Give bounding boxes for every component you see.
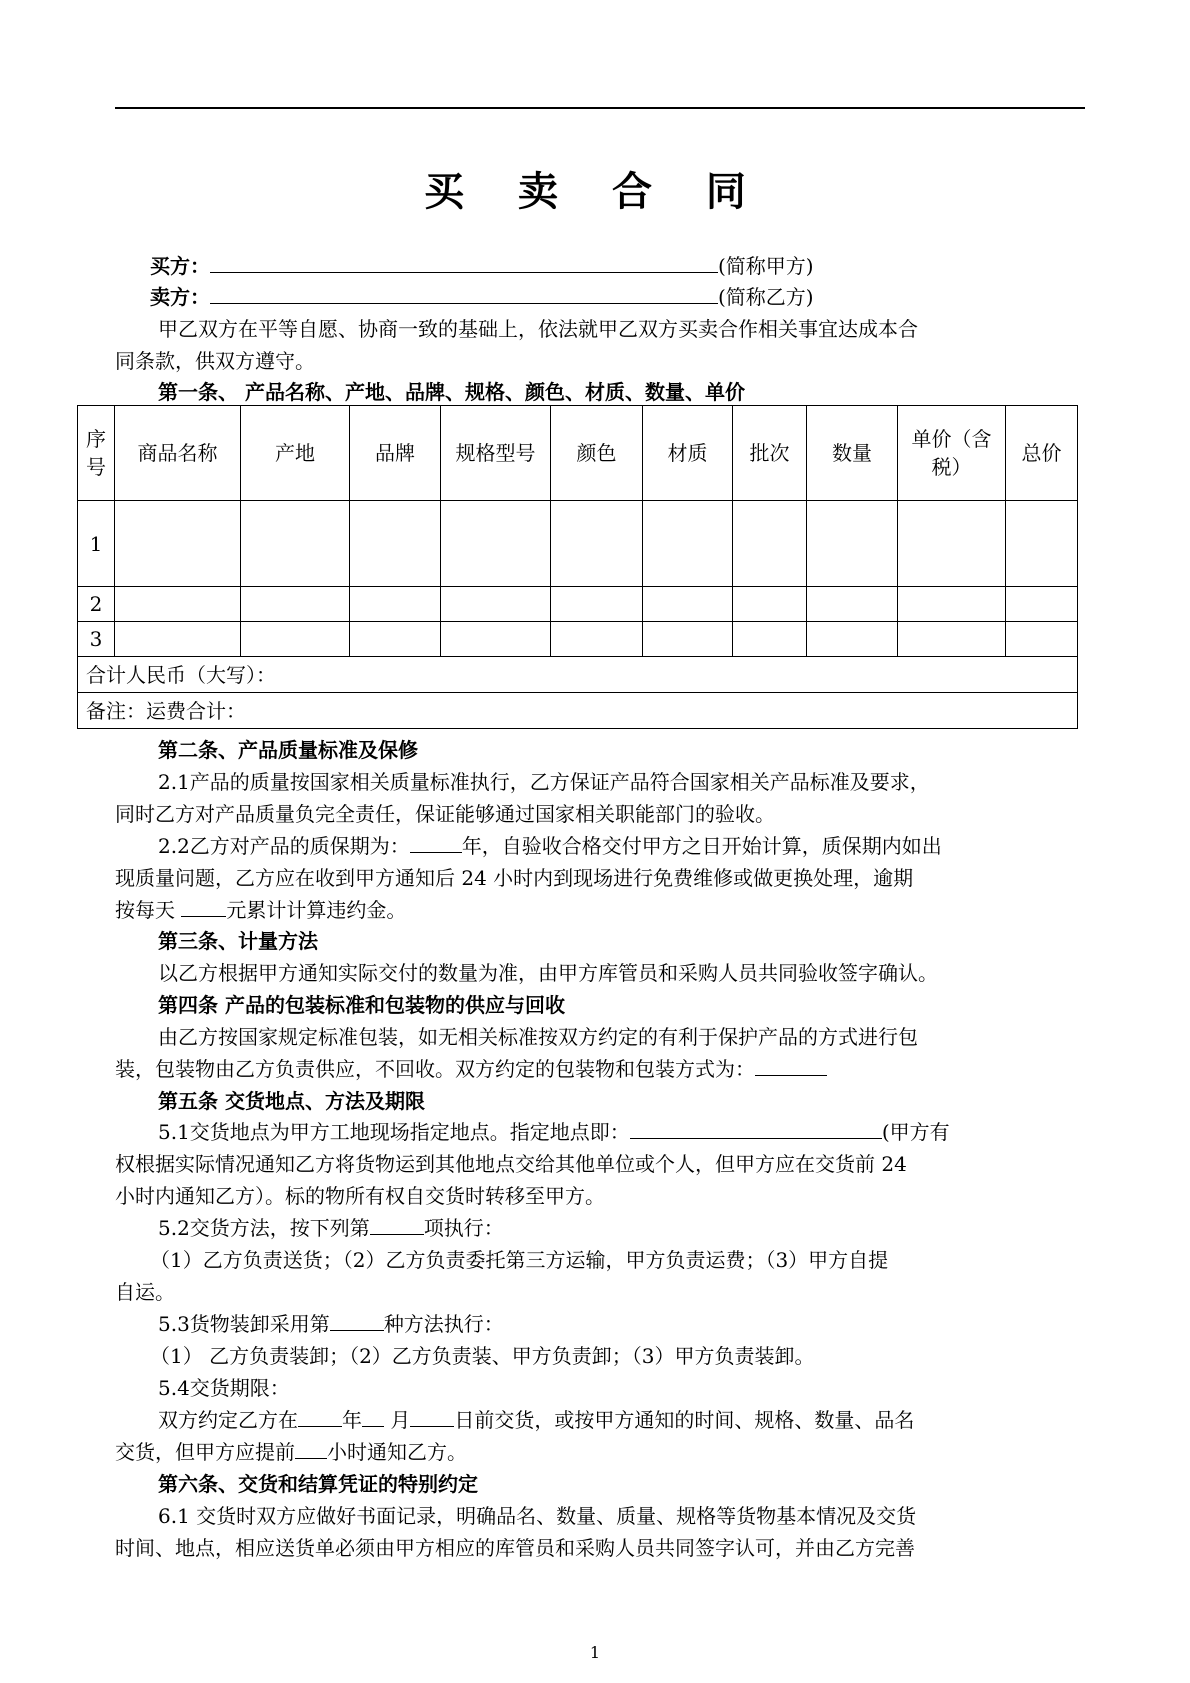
article5-p52-options-line2: 自运。 (115, 1280, 175, 1304)
delivery-method-label: 5.2交货方法，按下列第 (158, 1216, 370, 1240)
table-cell[interactable] (898, 501, 1006, 587)
table-cell[interactable] (898, 587, 1006, 622)
delivery-place-label: 5.1交货地点为甲方工地现场指定地点。指定地点即： (158, 1120, 630, 1144)
notice-hours-blank[interactable] (295, 1436, 327, 1459)
deadline-month-blank[interactable] (362, 1404, 384, 1427)
row-number: 3 (78, 622, 115, 657)
article3-heading: 第三条、计量方法 (158, 929, 318, 953)
article4-heading: 第四条 产品的包装标准和包装物的供应与回收 (158, 993, 565, 1017)
article5-p51-line1 (158, 1116, 950, 1148)
seller-name-blank[interactable] (210, 281, 718, 304)
article5-heading: 第五条 交货地点、方法及期限 (158, 1089, 425, 1113)
penalty-label: 按每天 (115, 898, 182, 922)
article5-p54-line1 (158, 1404, 914, 1436)
document-title: 买 卖 合 同 (424, 169, 766, 215)
article2-p2-line2: 现质量问题，乙方应在收到甲方通知后 24 小时内到现场进行免费维修或做更换处理，逾期 (115, 866, 914, 890)
penalty-text: 元累计计算违约金。 (226, 898, 407, 922)
article4-line1: 由乙方按国家规定标准包装，如无相关标准按双方约定的有利于保护产品的方式进行包 (158, 1025, 918, 1049)
year-unit: 年 (342, 1408, 362, 1432)
seller-line (150, 281, 814, 313)
notice-label: 交货，但甲方应提前 (115, 1440, 295, 1464)
table-cell[interactable] (551, 501, 643, 587)
article2-p1-line2: 同时乙方对产品质量负完全责任，保证能够通过国家相关职能部门的验收。 (115, 802, 775, 826)
deadline-text: 日前交货，或按甲方通知的时间、规格、数量、品名 (454, 1408, 915, 1432)
penalty-amount-blank[interactable] (181, 894, 226, 917)
table-cell[interactable] (115, 622, 241, 657)
note-row (78, 693, 1078, 729)
article5-p54-line2 (115, 1436, 467, 1468)
article2-p2-line1 (158, 830, 942, 862)
table-cell[interactable] (643, 501, 733, 587)
article5-p53-options: （1） 乙方负责装卸；（2）乙方负责装、甲方负责卸；（3）甲方负责装卸。 (150, 1344, 815, 1368)
header-cell: 单价（含税） (898, 406, 1006, 501)
note-freight-cell[interactable]: 备注：运费合计： (78, 693, 1078, 729)
table-cell[interactable] (551, 587, 643, 622)
table-cell[interactable] (551, 622, 643, 657)
table-cell[interactable] (807, 622, 898, 657)
table-cell[interactable] (350, 622, 441, 657)
table-cell[interactable] (643, 622, 733, 657)
header-cell: 序号 (78, 406, 115, 501)
total-rmb-cell[interactable]: 合计人民币（大写）： (78, 657, 1078, 693)
table-cell[interactable] (1006, 587, 1078, 622)
warranty-text: 年，自验收合格交付甲方之日开始计算，质保期内如出 (461, 834, 942, 858)
header-cell: 材质 (643, 406, 733, 501)
deadline-year-blank[interactable] (298, 1404, 342, 1427)
table-cell[interactable] (643, 587, 733, 622)
row-number: 2 (78, 587, 115, 622)
table-cell[interactable] (1006, 501, 1078, 587)
header-cell: 数量 (807, 406, 898, 501)
table-cell[interactable] (807, 587, 898, 622)
loading-method-blank[interactable] (330, 1308, 384, 1331)
packaging-text: 装，包装物由乙方负责供应，不回收。双方约定的包装物和包装方式为： (115, 1057, 755, 1081)
notice-text: 小时通知乙方。 (327, 1440, 467, 1464)
page-number: 1 (589, 1643, 601, 1662)
article3-p1: 以乙方根据甲方通知实际交付的数量为准，由甲方库管员和采购人员共同验收签字确认。 (158, 961, 938, 985)
article2-p2-line3 (115, 894, 406, 926)
article5-p52 (158, 1212, 504, 1244)
table-row (78, 587, 1078, 622)
row-number: 1 (78, 501, 115, 587)
deadline-day-blank[interactable] (410, 1404, 454, 1427)
header-rule (115, 107, 1085, 109)
table-cell[interactable] (350, 501, 441, 587)
article5-p53 (158, 1308, 504, 1340)
intro-line-1: 甲乙双方在平等自愿、协商一致的基础上，依法就甲乙双方买卖合作相关事宜达成本合 (158, 317, 918, 341)
header-cell: 规格型号 (441, 406, 551, 501)
buyer-note: (简称甲方) (718, 254, 814, 278)
table-cell[interactable] (733, 501, 807, 587)
delivery-place-blank[interactable] (630, 1116, 882, 1139)
article5-p51-line3: 小时内通知乙方）。标的物所有权自交货时转移至甲方。 (115, 1184, 605, 1208)
article6-heading: 第六条、交货和结算凭证的特别约定 (158, 1472, 478, 1496)
delivery-place-note: (甲方有 (881, 1120, 950, 1144)
warranty-label: 2.2乙方对产品的质保期为： (158, 834, 410, 858)
header-cell: 产地 (241, 406, 350, 501)
table-cell[interactable] (241, 622, 350, 657)
warranty-years-blank[interactable] (410, 830, 462, 853)
table-cell[interactable] (350, 587, 441, 622)
table-cell[interactable] (115, 501, 241, 587)
delivery-method-text: 项执行： (423, 1216, 504, 1240)
header-cell: 商品名称 (115, 406, 241, 501)
table-row (78, 622, 1078, 657)
article1-heading: 第一条、 产品名称、产地、品牌、规格、颜色、材质、数量、单价 (158, 380, 745, 404)
loading-method-text: 种方法执行： (383, 1312, 504, 1336)
buyer-name-blank[interactable] (210, 250, 718, 273)
header-cell: 品牌 (350, 406, 441, 501)
header-cell: 批次 (733, 406, 807, 501)
table-cell[interactable] (241, 587, 350, 622)
buyer-label: 买方： (150, 254, 210, 278)
table-cell[interactable] (807, 501, 898, 587)
article4-line2 (115, 1053, 827, 1085)
table-row (78, 501, 1078, 587)
intro-line-2: 同条款，供双方遵守。 (115, 349, 315, 373)
total-row (78, 657, 1078, 693)
deadline-label: 双方约定乙方在 (158, 1408, 298, 1432)
table-cell[interactable] (898, 622, 1006, 657)
article6-line1: 6.1 交货时双方应做好书面记录，明确品名、数量、质量、规格等货物基本情况及交货 (158, 1504, 917, 1528)
packaging-method-blank[interactable] (755, 1053, 827, 1076)
table-header-row (78, 406, 1078, 501)
month-unit: 月 (384, 1408, 411, 1432)
article5-p51-line2: 权根据实际情况通知乙方将货物运到其他地点交给其他单位或个人，但甲方应在交货前 24 (115, 1152, 907, 1176)
buyer-line (150, 250, 814, 282)
table-cell[interactable] (441, 622, 551, 657)
table-cell[interactable] (441, 587, 551, 622)
goods-table (77, 405, 1078, 729)
article5-p52-options-line1: （1）乙方负责送货；（2）乙方负责委托第三方运输，甲方负责运费；（3）甲方自提 (150, 1248, 889, 1272)
table-cell[interactable] (733, 622, 807, 657)
table-cell[interactable] (115, 587, 241, 622)
header-cell: 颜色 (551, 406, 643, 501)
table-cell[interactable] (241, 501, 350, 587)
article2-p1-line1: 2.1产品的质量按国家相关质量标准执行，乙方保证产品符合国家相关产品标准及要求， (158, 770, 930, 794)
table-cell[interactable] (1006, 622, 1078, 657)
delivery-method-blank[interactable] (370, 1212, 424, 1235)
article2-heading: 第二条、产品质量标准及保修 (158, 738, 418, 762)
loading-method-label: 5.3货物装卸采用第 (158, 1312, 330, 1336)
header-cell: 总价 (1006, 406, 1078, 501)
article6-line2: 时间、地点，相应送货单必须由甲方相应的库管员和采购人员共同签字认可，并由乙方完善 (115, 1536, 915, 1560)
table-cell[interactable] (733, 587, 807, 622)
table-cell[interactable] (441, 501, 551, 587)
seller-label: 卖方： (150, 285, 210, 309)
seller-note: (简称乙方) (718, 285, 814, 309)
article5-p54: 5.4交货期限： (158, 1376, 290, 1400)
